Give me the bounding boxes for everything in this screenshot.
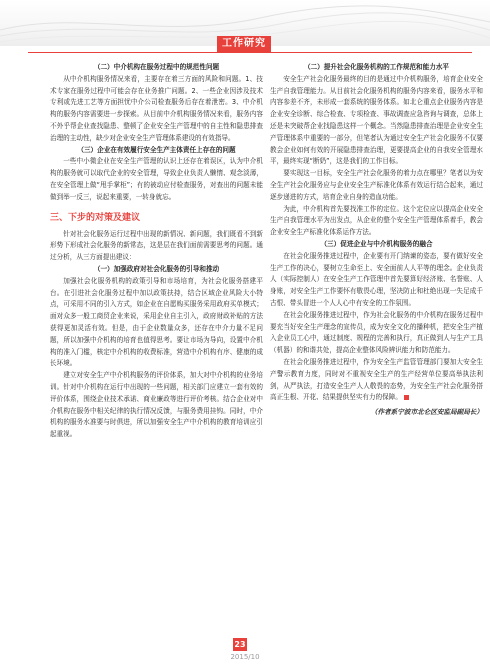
paragraph: 为此，中介机构首先要找准工作的定位。这个定位应以提高企业安全生产自我管理水平为出发点，从企业的整个安全生产管理体系着手，教会企业安全生产标准化体系运作方法。 bbox=[270, 204, 483, 237]
end-mark bbox=[404, 395, 409, 400]
paragraph: 针对社会化服务运行过程中出现的新情况、新问题，我们既看不到新形势下形成社会化服务的新常态，这是层在我们面前需要思考的问题。通过分析，从三方面提出建议： bbox=[50, 229, 263, 262]
issue-date: 2015/10 bbox=[230, 653, 260, 661]
paragraph: 从中介机构服务情况来看，主要存在着三方面的风险和问题。1、技术专家在服务过程中可能会存在业务推广问题。2、一些企业因涉及技术专利或先进工艺等方面担忧中介公司检查服务后存在着泄密。3、中介机构的服务内容需要进一步探索。从目前中介机构服务情况来看，服务内容不外乎帮企业查找隐患、整顿了企业安全生产管理中的自主性和隐患排查治理的主动性，缺少对企业安全生产管理体系建设的有效指导。 bbox=[50, 74, 263, 142]
column-tag: 工作研究 bbox=[217, 36, 271, 52]
paragraph: 一些中小微企业在安全生产管理的认识上还存在着误区，认为中介机构的服务就可以取代企业的安全管理，导致企业负责人懒惰、观念淡薄，在安全管理上做“甩手掌柜”；有的被动应付检查服务，对查出的问题未能做到举一反三，说起来重要，一转身就忘。 bbox=[50, 157, 263, 201]
header-rule bbox=[28, 52, 472, 53]
left-column bbox=[50, 62, 263, 441]
paragraph: 要实现这一目标，安全生产社会化服务的着力点在哪里？笔者以为安全生产社会化服务应与企业安全生产标准化体系有效运行结合起来，通过逐步递进的方式，培育企业自身的造血功能。 bbox=[270, 169, 483, 201]
right-column bbox=[270, 62, 483, 419]
paragraph: 在社会化服务推进过程中，作为安全生产监管管理部门要加大安全生产警示教育力度，同时对不重视安全生产的生产经营单位要高举执法利剑，从严执法，打造安全生产人人敬畏的态势，为安全生产社会化服务搭高正生根、开花、结果提供坚实有力的保障。 bbox=[270, 357, 483, 402]
subsection-heading: （三）促进企业与中介机构服务的融合 bbox=[320, 239, 433, 248]
subsection-heading: （二）中介机构在服务过程中的规范性问题 bbox=[93, 63, 220, 71]
paragraph: 加强社会化服务机构的政策引导和市场培育，为社会化服务搭建平台。在引进社会化服务过程中加以政策扶持，结合区域企业风险大小特点，可采用不同的引入方式，如企业在自愿购买服务采用政府买单模式；面对众多一般工商贸企业来说，采用企业自主引入，政府财政补贴的方法获得更加灵活有效。但是，由于企业数量众多，还存在中介力量不足问题，所以加强中介机构的培育也值得思考。要让市场为导向，设置中介机构的准入门槛，核定中介机构的收费标准，营造中介机构有序、健康的成长环境。 bbox=[50, 276, 263, 368]
subsection-heading: （二）提升社会化服务机构的工作规范和能力水平 bbox=[303, 63, 450, 71]
subsection-heading: （一）加强政府对社会化服务的引导和推动 bbox=[93, 264, 220, 273]
paragraph: 建立对安全生产中介机构服务的评价体系，加大对中介机构的业务培训。针对中介机构在运行中出现的一些问题，相关部门应建立一套有效的评价体系，围绕企业技术承诺、商业廉政等进行评价考核。结合企业对中介机构在服务中相关纪律的执行情况反馈，与服务费用挂钩。同时，中介机构的服务水准要与时俱进，所以加强安全生产中介机构的教育培训应引起重视。 bbox=[50, 371, 263, 439]
author-note: （作者系宁波市北仑区安监局副局长） bbox=[370, 408, 483, 417]
paragraph: 在社会化服务推进过程中，企业要有开门纳谏的姿态，要有做好安全生产工作的决心，要树立生命至上、安全面前人人平等的理念。企业负责人（实际控制人）在安全生产工作管理中首先要算好经济账、名誉账、人身账，对安全生产工作要怀有敬畏心理，坚决防止和杜绝出现一失足成千古恨、带头冒进一个人人心中有安全的工作氛围。 bbox=[270, 251, 483, 307]
subsection-heading: （三）企业在有效履行安全生产主体责任上存在的问题 bbox=[77, 145, 236, 154]
paragraph: 在社会化服务推进过程中，作为社会化服务的中介机构在服务过程中要充当好安全生产理念的宣传员，成为安全文化的播种机，把安全生产植入企业员工心中，通过制度、规程的完善和执行，真正做到人与生产工具（机器）的和谐共处，提高企业整体风险辨识能力和防范能力。 bbox=[270, 310, 483, 355]
section-heading: 三、下步的对策及建议 bbox=[50, 212, 141, 223]
paragraph: 安全生产社会化服务最终的目的是通过中介机构服务，培育企业安全生产自我管理能力。从目前社会化服务机构的服务内容来看，服务水平和内容参差不齐，未形成一套系统的服务体系。如北仑重点企业服务内容是企业安全诊断、综合检查、专项检查、事故调查应急咨询与调查，总体上还是未突破帮企业找隐患这样一个概念。当然隐患排查治理是企业安全生产管理体系中重要的一部分，但笔者认为通过安全生产社会化服务不仅要教会企业如何有效的开展隐患排查治理，更要提高企业的自我安全管理水平，最终实现“断奶”，这是我们的工作目标。 bbox=[270, 74, 483, 166]
page-number: 23 bbox=[234, 640, 246, 649]
